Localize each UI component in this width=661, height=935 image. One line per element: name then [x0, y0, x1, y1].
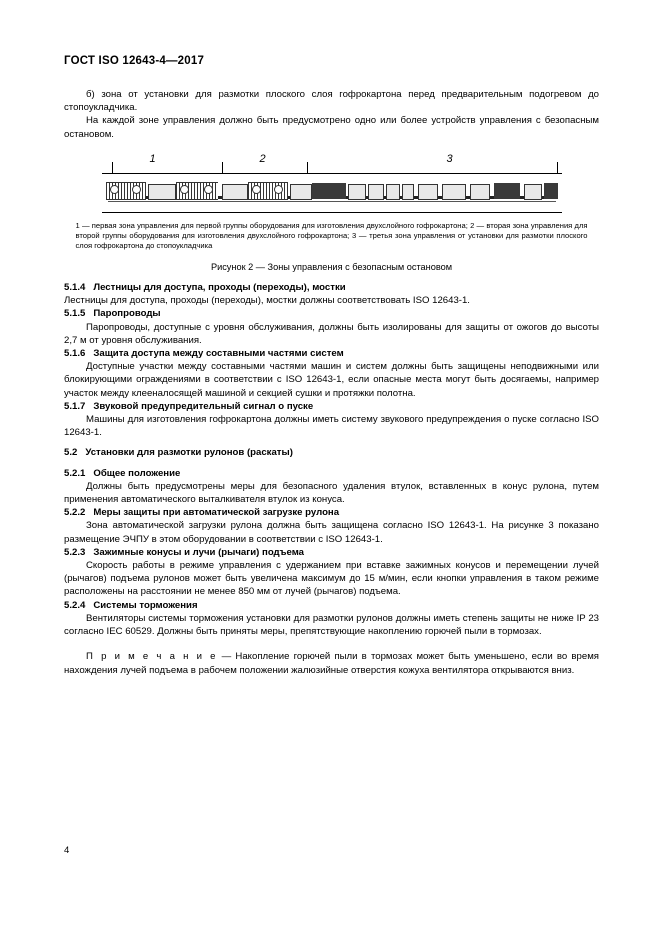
section-heading-5-2-1	[64, 467, 599, 480]
page-header: ГОСТ ISO 12643-4—2017	[64, 55, 205, 67]
machine-unit	[418, 184, 438, 200]
figure-key: 1 — первая зона управления для первой группы оборудования для изготовления двухслойного гофрокартона; 2 — вторая зона управления для второй группы оборудования для изготовления двухслойного гофрокартона; 3 — третья зона управления от установки для размотки плоского слоя гофрокартона до стопоукладчика	[75, 220, 588, 250]
figure-caption: Рисунок 2 — Зоны управления с безопасным остановом	[210, 261, 453, 272]
section-number: 5.1.5	[64, 308, 86, 320]
figure-zone-label-2: 2	[259, 152, 266, 165]
section-text-5-2-3: Скорость работы в режиме управления с удержанием при вставке зажимных конусов и перемещении лучей (рычагов) подъема рулонов может быть увеличена максимум до 15 м/мин, если кнопки управления в таком режиме расположены на расстоянии не менее 850 мм от лучей (рычагов) подъема.	[64, 560, 599, 598]
figure-zone-divider	[222, 162, 223, 174]
machine-roll	[132, 185, 141, 194]
figure-zone-divider	[112, 162, 113, 174]
machine-unit	[470, 184, 490, 200]
figure-zone-divider	[557, 162, 558, 174]
section-heading-5-1-5	[64, 307, 599, 320]
machine-roll	[252, 185, 261, 194]
section-title: Системы торможения	[93, 599, 198, 611]
machine-unit	[402, 184, 414, 200]
machine-unit	[386, 184, 400, 200]
figure-zone-label-3: 3	[446, 152, 453, 165]
section-title: Зажимные конусы и лучи (рычаги) подъема	[93, 546, 305, 558]
machine-unit	[222, 184, 248, 200]
section-text-5-1-5: Паропроводы, доступные с уровня обслуживания, должны быть изолированы для защиты от ожогов до высоты 2,7 м от уровня обслуживания.	[64, 321, 599, 346]
machine-unit-dark	[494, 183, 520, 199]
machine-unit	[148, 184, 176, 200]
section-text-5-2-2: Зона автоматической загрузки рулона должна быть защищена согласно ISO 12643-1. На рисунке 3 показано размещение ЭЧПУ в этом оборудовании в соответствии с ISO 12643-1.	[64, 520, 599, 545]
machine-rail-lower	[108, 201, 556, 202]
section-heading-5-2-3	[64, 546, 599, 559]
section-title: Звуковой предупредительный сигнал о пуске	[93, 400, 314, 412]
machine-unit	[368, 184, 384, 200]
section-heading-5-1-7	[64, 400, 599, 413]
section-number: 5.2.3	[64, 546, 86, 558]
section-title: Меры защиты при автоматической загрузке рулона	[93, 507, 340, 519]
section-title: Защита доступа между составными частями систем	[93, 348, 344, 360]
machine-unit	[524, 184, 542, 200]
section-heading-5-1-6	[64, 347, 599, 360]
note-block	[64, 650, 599, 676]
figure-2	[64, 153, 599, 274]
machine-unit	[348, 184, 366, 200]
section-number: 5.2	[64, 447, 78, 459]
section-number: 5.2.4	[64, 599, 86, 611]
note-text: — Накопление горючей пыли в тормозах может быть уменьшено, если во время нахождения лучей подъема в рабочем положении жалюзийные отверстия кожуха вентилятора открываются вниз.	[64, 651, 599, 676]
corrugator-line-illustration	[102, 180, 562, 206]
machine-roll	[180, 185, 189, 194]
machine-unit	[442, 184, 466, 200]
paragraph-each-zone: На каждой зоне управления должно быть предусмотрено одно или более устройств управления с безопасным остановом.	[64, 115, 599, 140]
section-number: 5.1.4	[64, 282, 86, 294]
section-heading-5-1-4	[64, 281, 599, 294]
machine-unit-dark	[544, 183, 558, 199]
section-text-5-2-4: Вентиляторы системы торможения установки для размотки рулонов должны иметь степень защиты не ниже IP 23 согласно IEC 60529. Должны быть приняты меры, препятствующие накоплению горючей пыли в тормозах.	[64, 612, 599, 638]
section-heading-5-2	[64, 446, 599, 459]
section-title: Лестницы для доступа, проходы (переходы), мостки	[93, 282, 346, 294]
section-text-5-1-4: Лестницы для доступа, проходы (переходы), мостки должны соответствовать ISO 12643-1.	[64, 295, 470, 307]
page-number: 4	[64, 845, 70, 856]
section-text-5-2-1: Должны быть предусмотрены меры для безопасного удаления втулок, вставленных в конус рулона, путем применения автоматического выталкивателя втулок из конуса.	[64, 480, 599, 506]
section-title: Паропроводы	[93, 308, 161, 320]
machine-roll	[204, 185, 213, 194]
figure-zone-divider	[307, 162, 308, 174]
section-text-5-1-6: Доступные участки между составными частями машин и систем должны быть защищены неподвижными или блокирующими ограждениями в соответствии с ISO 12643-1, если опасные места могут быть досягаемы, например участок между клееналосящей машиной и секцией сушки и протяжки полотна.	[64, 361, 599, 399]
machine-roll	[274, 185, 283, 194]
section-heading-5-2-4	[64, 599, 599, 612]
section-heading-5-2-2	[64, 506, 599, 519]
section-text-5-1-7: Машины для изготовления гофрокартона должны иметь систему звукового предупреждения о пуске согласно ISO 12643-1.	[64, 414, 599, 439]
page-content	[64, 88, 599, 677]
note-label: П р и м е ч а н и е	[86, 651, 218, 663]
figure-zone-label-1: 1	[149, 152, 156, 165]
section-title: Общее положение	[93, 467, 181, 479]
section-number: 5.2.1	[64, 467, 86, 479]
machine-unit	[290, 184, 312, 200]
section-number: 5.2.2	[64, 507, 86, 519]
section-number: 5.1.6	[64, 348, 86, 360]
section-title: Установки для размотки рулонов (раскаты)	[85, 447, 293, 459]
machine-unit-dark	[312, 183, 346, 199]
paragraph-b: б) зона от установки для размотки плоского слоя гофрокартона перед предварительным подогревом до стопоукладчика.	[64, 89, 599, 114]
section-number: 5.1.7	[64, 400, 86, 412]
figure-zone-labels	[102, 153, 562, 173]
figure-image	[102, 173, 562, 213]
machine-roll	[110, 185, 119, 194]
